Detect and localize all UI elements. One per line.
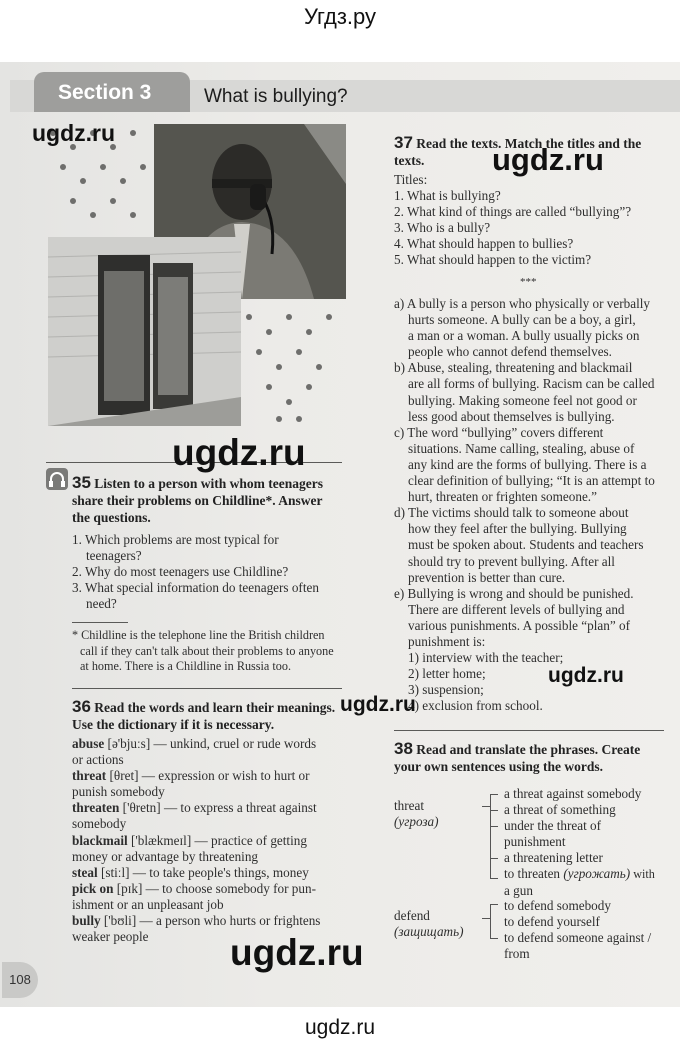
bracket-tick bbox=[482, 806, 490, 807]
decor-dot bbox=[246, 314, 252, 320]
list-item: 1. Which problems are most typical for bbox=[72, 532, 279, 547]
vocab-line: or actions bbox=[72, 752, 124, 768]
divider bbox=[394, 730, 664, 731]
decor-dot bbox=[306, 384, 312, 390]
phrase: to threaten (угрожать) with bbox=[504, 866, 655, 882]
site-footer-title[interactable]: ugdz.ru bbox=[304, 1016, 376, 1039]
watermark: ugdz.ru bbox=[340, 693, 416, 716]
divider bbox=[72, 688, 342, 689]
ex38-heading: 38 Read and translate the phrases. Create your own sentences using the words. bbox=[394, 739, 641, 774]
phrase: to defend someone against / bbox=[504, 930, 652, 946]
decor-dot bbox=[266, 384, 272, 390]
watermark: ugdz.ru bbox=[230, 932, 364, 973]
ex38-number: 38 bbox=[394, 739, 413, 758]
watermark: ugdz.ru bbox=[492, 142, 604, 177]
vocab-line: bully ['bʊli] — a person who hurts or frightens bbox=[72, 913, 321, 929]
decor-dot bbox=[266, 329, 272, 335]
phrase-bracket bbox=[490, 904, 491, 938]
vocab-line: blackmail ['blækmeɪl] — practice of getting bbox=[72, 832, 307, 848]
vocab-line: pick on [pɪk] — to choose somebody for pun- bbox=[72, 880, 316, 896]
phrase: a threatening letter bbox=[504, 850, 603, 866]
page-number: 108 bbox=[2, 962, 38, 998]
ex35-footnote: * Childline is the telephone line the British children call if they can't talk about their problems to anyone at home. There is a Childline in Russia too. bbox=[72, 628, 334, 674]
phone-booth-photo bbox=[48, 237, 241, 426]
ex37-texts: a) A bully is a person who physically or verbally hurts someone. A bully can be a boy, a girl, a man or a woman. A bully usually picks on people who cannot defend themselves. b) Abuse, stealing, threatening and blackmail are all forms of bullying. Racism can be called bullying. Making someone feel not good or less good about themselves is bullying. c) The word “bullying” covers different situations. Name calling, stealing, abuse of any kind are the forms of bullying. There is a clear definition of bullying; “It is an attempt to hurt, threaten or frighten someone.” d) The victims should talk to someone about how they feel after the bullying. Bullying must be spoken about. Students and teachers should try to prevent bullying. After all prevention is better than cure. e) Bullying is wrong and should be punished. There are different levels of bullying and various punishments. A possible “plan” of punishment is: 1) interview with the teacher; 2) letter home; 3) suspension; 4) exclusion from school. bbox=[394, 296, 655, 714]
vocab-line: threat [θret] — expression or wish to hurt or bbox=[72, 768, 310, 784]
ex37-number: 37 bbox=[394, 133, 413, 152]
list-item: 3. Who is a bully? bbox=[394, 220, 491, 236]
list-item: 1. What is bullying? bbox=[394, 188, 501, 204]
decor-dot bbox=[286, 399, 292, 405]
list-item: teenagers? bbox=[86, 548, 142, 564]
decor-dot bbox=[276, 364, 282, 370]
defend-phrases bbox=[504, 898, 651, 962]
defend-word: defend (защищать) bbox=[394, 908, 464, 940]
decor-dot bbox=[80, 178, 86, 184]
vocab-line: money or advantage by threatening bbox=[72, 848, 259, 864]
list-item: need? bbox=[86, 596, 117, 612]
phrase: a threat of something bbox=[504, 802, 616, 818]
titles-label: Titles: bbox=[394, 172, 428, 187]
ex35-number: 35 bbox=[72, 473, 91, 492]
watermark: ugdz.ru bbox=[548, 664, 624, 687]
bracket-tick bbox=[490, 878, 498, 879]
phrase-bracket bbox=[490, 794, 491, 878]
decor-dot bbox=[130, 212, 136, 218]
decor-dot bbox=[70, 198, 76, 204]
decor-dot bbox=[110, 198, 116, 204]
decor-dot bbox=[326, 314, 332, 320]
threat-phrases bbox=[504, 786, 655, 899]
watermark: ugdz.ru bbox=[172, 432, 306, 473]
phrase: to defend yourself bbox=[504, 914, 600, 930]
list-item: 4. What should happen to bullies? bbox=[394, 236, 574, 252]
ex35-heading: 35 Listen to a person with whom teenagers share their problems on Childline*. Answer the questions. bbox=[72, 473, 324, 525]
footnote-rule bbox=[72, 622, 128, 623]
decor-dot bbox=[120, 178, 126, 184]
vocab-line: threaten ['θretn] — to express a threat against bbox=[72, 800, 317, 816]
decor-dot bbox=[306, 329, 312, 335]
ex37-titles bbox=[394, 172, 631, 269]
bracket-tick bbox=[490, 794, 498, 795]
phrase: a threat against somebody bbox=[504, 786, 642, 801]
bracket-tick bbox=[490, 858, 498, 859]
bracket-tick bbox=[482, 918, 490, 919]
threat-word: threat (угроза) bbox=[394, 798, 439, 830]
ex35-questions bbox=[72, 532, 319, 612]
textbook-page bbox=[0, 62, 680, 1007]
decor-dot bbox=[60, 164, 66, 170]
vocab-line: punish somebody bbox=[72, 784, 165, 800]
separator: *** bbox=[520, 276, 537, 288]
list-item: 2. What kind of things are called “bullying”? bbox=[394, 204, 632, 220]
bracket-tick bbox=[490, 938, 498, 939]
vocab-line: abuse [ə'bjuːs] — unkind, cruel or rude words bbox=[72, 736, 317, 751]
bracket-tick bbox=[490, 826, 498, 827]
phrase: a gun bbox=[504, 883, 533, 899]
phrase: punishment bbox=[504, 834, 566, 850]
decor-dot bbox=[296, 416, 302, 422]
list-item: 3. What special information do teenagers often bbox=[72, 580, 319, 596]
vocab-line: weaker people bbox=[72, 929, 149, 945]
phrase: to defend somebody bbox=[504, 898, 611, 913]
vocab-line: steal [stiːl] — to take people's things, money bbox=[72, 864, 309, 880]
bracket-tick bbox=[490, 810, 498, 811]
section-label: Section 3 bbox=[58, 81, 152, 104]
decor-dot bbox=[90, 212, 96, 218]
ex37-heading: 37 Read the texts. Match the titles and the texts. bbox=[394, 133, 642, 168]
ex36-vocabulary bbox=[72, 736, 320, 945]
photo-collage bbox=[46, 124, 346, 426]
decor-dot bbox=[286, 314, 292, 320]
decor-dot bbox=[276, 416, 282, 422]
vocab-line: ishment or an unpleasant job bbox=[72, 896, 224, 912]
site-header-title[interactable]: Угдз.ру bbox=[303, 4, 377, 29]
decor-dot bbox=[296, 349, 302, 355]
section-title: What is bullying? bbox=[204, 86, 348, 107]
decor-dot bbox=[140, 164, 146, 170]
decor-dot bbox=[100, 164, 106, 170]
bracket-tick bbox=[490, 904, 498, 905]
ex36-number: 36 bbox=[72, 697, 91, 716]
phrase: under the threat of bbox=[504, 818, 602, 834]
phrase: from bbox=[504, 946, 530, 962]
decor-dot bbox=[256, 349, 262, 355]
headphones-icon bbox=[46, 468, 68, 490]
vocab-line: somebody bbox=[72, 816, 127, 832]
decor-dot bbox=[130, 130, 136, 136]
ex36-heading: 36 Read the words and learn their meanings. Use the dictionary if it is necessary. bbox=[72, 697, 336, 732]
list-item: 2. Why do most teenagers use Childline? bbox=[72, 564, 289, 580]
list-item: 5. What should happen to the victim? bbox=[394, 252, 592, 268]
watermark: ugdz.ru bbox=[32, 120, 116, 146]
decor-dot bbox=[316, 364, 322, 370]
